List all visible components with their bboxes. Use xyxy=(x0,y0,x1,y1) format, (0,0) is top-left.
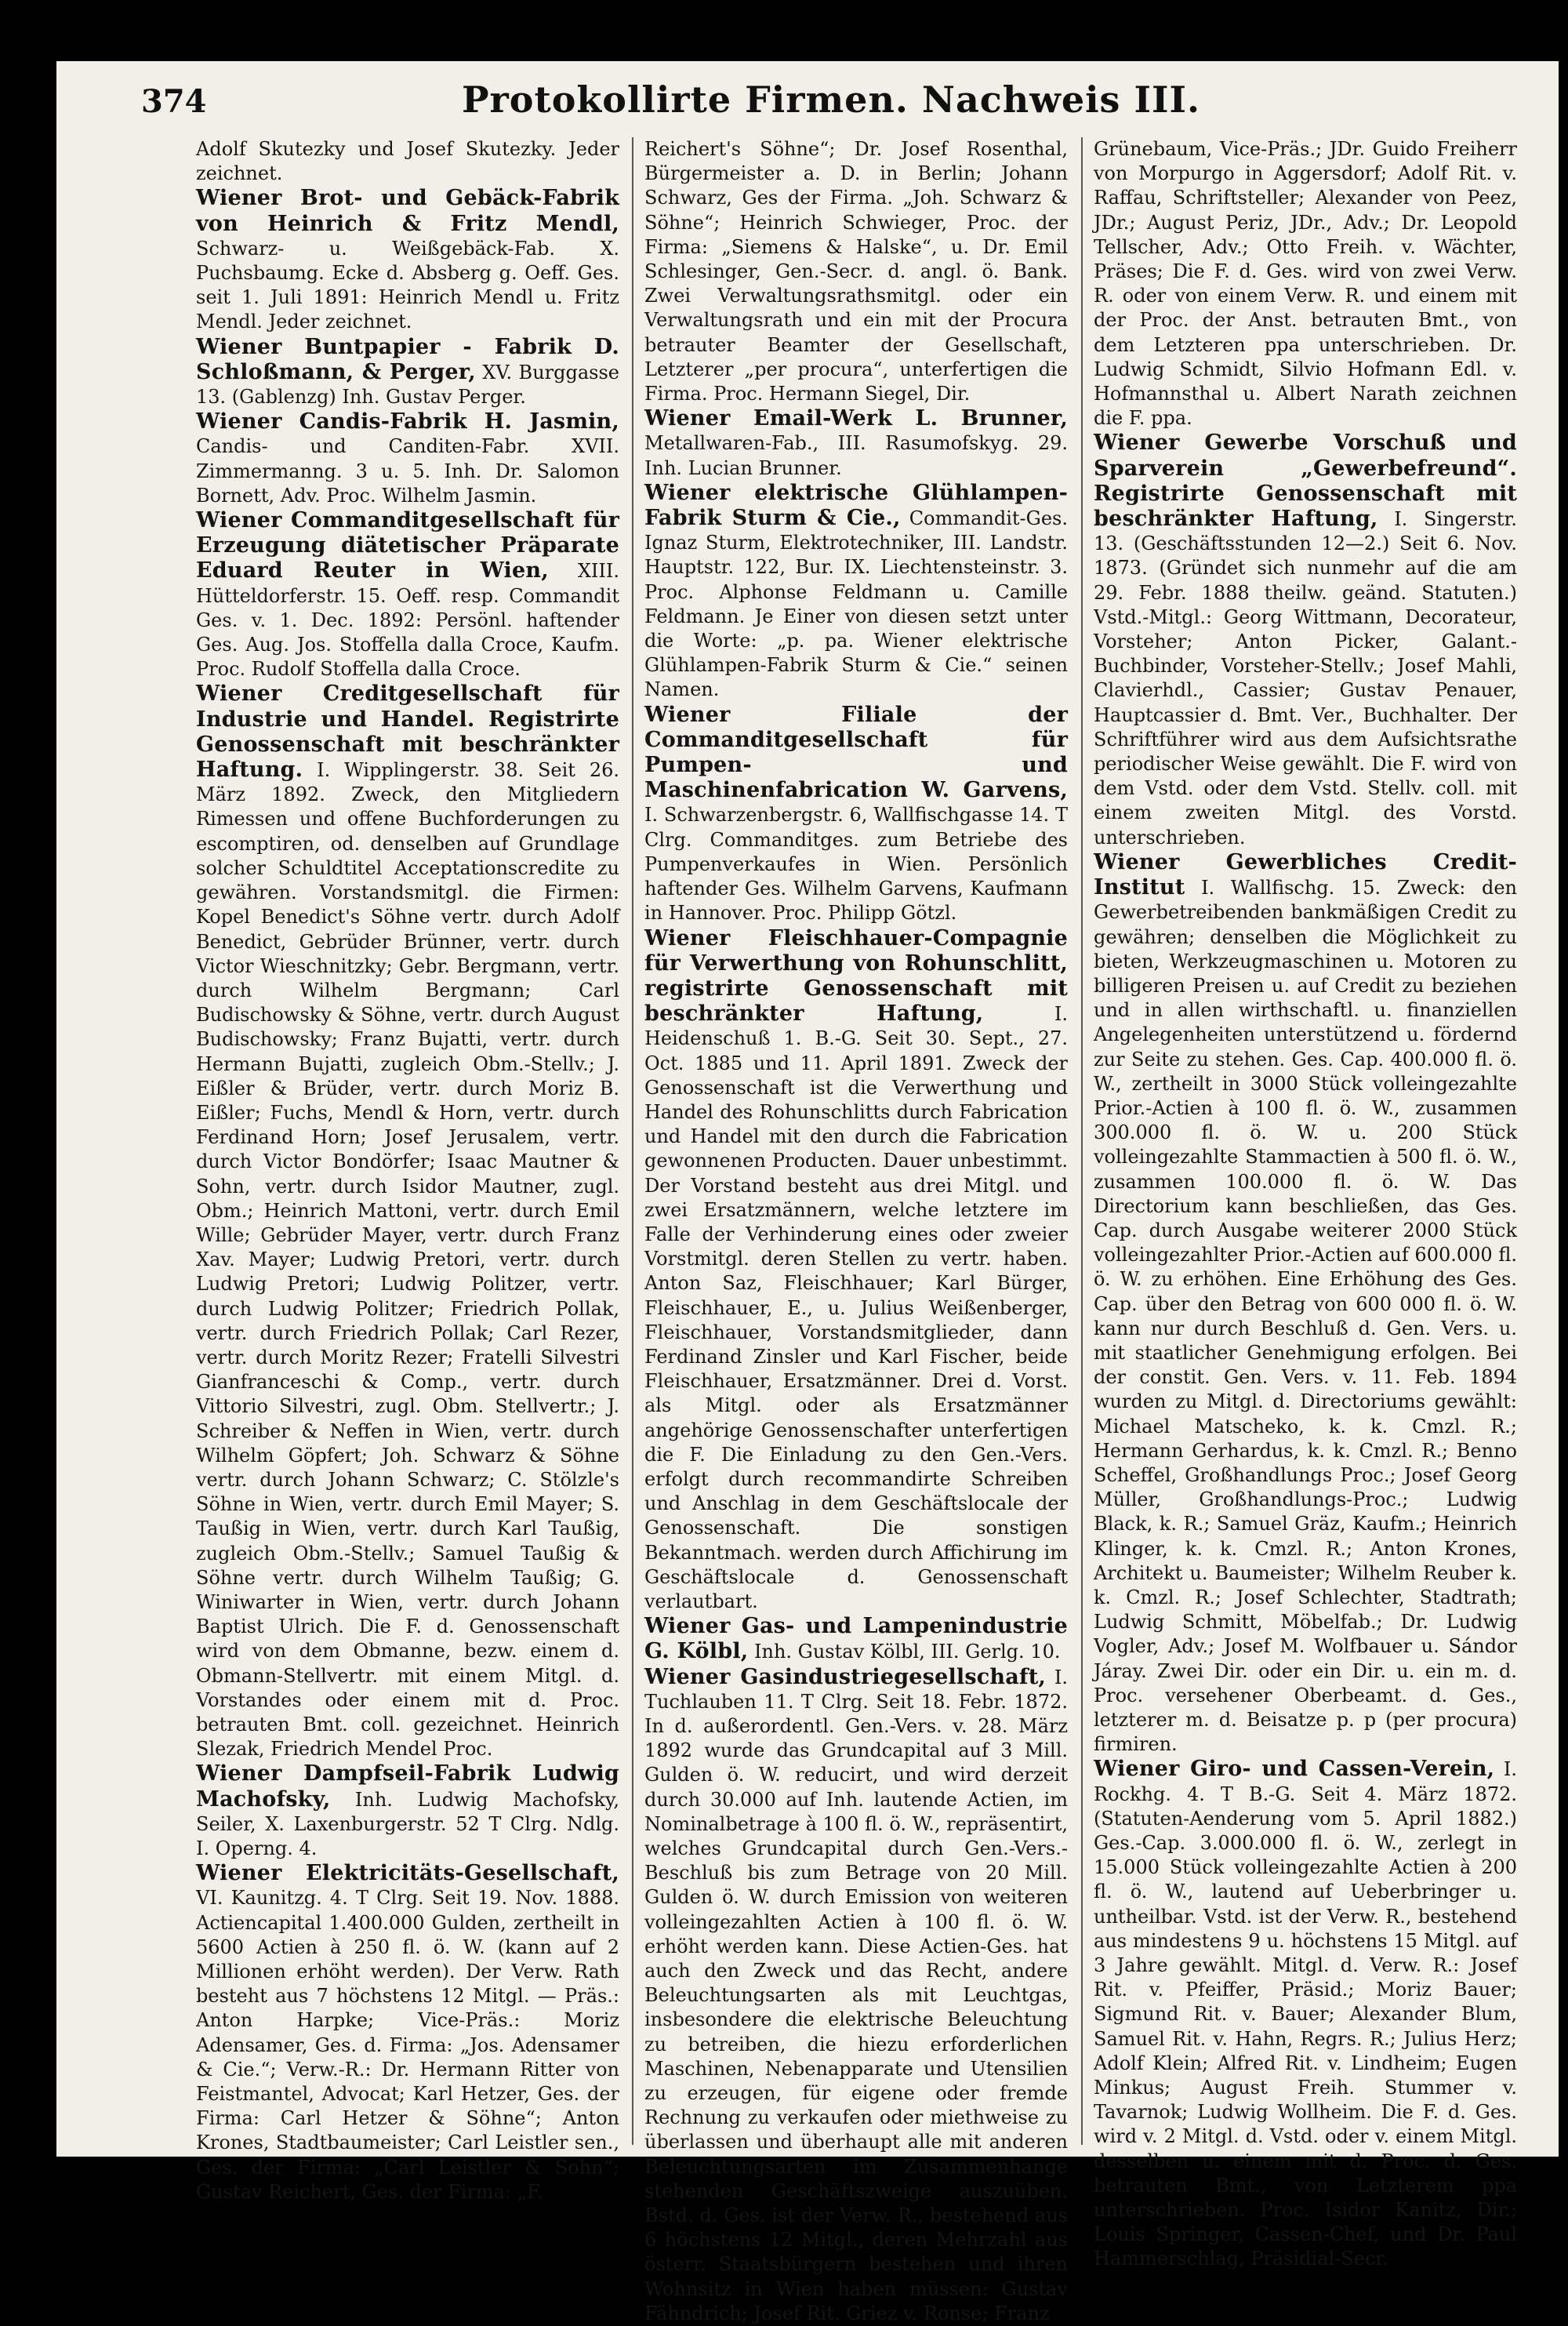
firm-entry xyxy=(1094,431,1517,849)
firm-details: I. Rockhg. 4. T B.-G. Seit 4. März 1872. (Statuten-Aenderung vom 5. April 1882.) Ges.-Cap. 3.000.000 fl. ö. W., zerlegt in 15.000 Stück volleingezahlte Actien à 200 fl. ö. W., lautend auf Ueberbringer u. untheilbar. Vstd. ist der Verw. R., bestehend aus mindestens 9 u. höchstens 15 Mitgl. auf 3 Jahre gewählt. Mitgl. d. Verw. R.: Josef Rit. v. Pfeiffer, Präsid.; Moriz Bauer; Sigmund Rit. v. Bauer; Alexander Blum, Samuel Rit. v. Hahn, Regrs. R.; Julius Herz; Adolf Klein; Alfred Rit. v. Lindheim; Eugen Minkus; August Freih. Stummer v. Tavarnok; Ludwig Wollheim. Die F. d. Ges. wird v. 2 Mitgl. d. Vstd. oder v. einem Mitgl. desselben u. einem mit d. Proc. d. Ges. betrauten Bmt., von Letzterem ppa unterschrieben. Proc. Isidor Kanitz, Dir.; Louis Springer, Cassen-Chef, und Dr. Paul Hammerschlag, Präsidial-Secr. xyxy=(1094,1758,1517,2270)
running-title: Protokollirte Firmen. Nachweis III. xyxy=(461,78,1201,121)
firm-details: Candis- und Canditen-Fabr. XVII. Zimmermanng. 3 u. 5. Inh. Dr. Salomon Bornett, Adv. Proc. Wilhelm Jasmin. xyxy=(196,435,619,507)
firm-name: Wiener Buntpapier - Fabrik D. Schloßmann, & Perger, xyxy=(196,334,619,384)
directory-columns xyxy=(196,137,1521,2324)
column-3 xyxy=(1094,137,1518,2270)
firm-details: Commandit-Ges. Ignaz Sturm, Elektrotechniker, III. Landstr. Hauptstr. 122, Bur. IX. Liechtensteinstr. 3. Proc. Alphonse Feldmann u. Camille Feldmann. Je Einer von diesen setzt unter die Worte: „p. pa. Wiener elektrische Glühlampen-Fabrik Sturm & Cie.“ seinen Namen. xyxy=(644,507,1068,701)
firm-details: VI. Kaunitzg. 4. T Clrg. Seit 19. Nov. 1888. Actiencapital 1.400.000 Gulden, zertheilt in 5600 Actien à 250 fl. ö. W. (kann auf 2 Millionen erhöht werden). Der Verw. Rath besteht aus 7 höchstens 12 Mitgl. — Präs.: Anton Harpke; Vice-Präs.: Moriz Adensamer, Ges. d. Firma: „Jos. Adensamer & Cie.“; Verw.-R.: Dr. Hermann Ritter von Feistmantel, Advocat; Karl Hetzer, Ges. der Firma: Carl Hetzer & Söhne“; Anton Krones, Stadtbaumeister; Carl Leistler sen., Ges. der Firma: „Carl Leistler & Sohn“; Gustav Reichert, Ges. der Firma: „F. xyxy=(196,1887,619,2203)
firm-details: I. Tuchlauben 11. T Clrg. Seit 18. Febr. 1872. In d. außerordentl. Gen.-Vers. v. 28. März 1892 wurde das Grundcapital auf 3 Mill. Gulden ö. W. reducirt, und wird derzeit durch 30.000 auf Inh. lautende Actien, im Nominalbetrage à 100 fl. ö. W., repräsentirt, welches Grundcapital durch Gen.-Vers.-Beschluß bis zum Betrage von 20 Mill. Gulden ö. W. durch Emission von weiteren volleingezahlten Actien à 100 fl. ö. W. erhöht werden kann. Diese Actien-Ges. hat auch den Zweck und das Recht, andere Beleuchtungsarten als mit Leuchtgas, insbesondere die elektrische Beleuchtung zu betreiben, die hiezu erforderlichen Maschinen, Nebenapparate und Utensilien zu erzeugen, für eigene oder fremde Rechnung zu verkaufen oder miethweise zu überlassen und überhaupt alle mit anderen Beleuchtungsarten im Zusammenhange stehenden Geschäftszweige auszuüben. Bstd. d. Ges. ist der Verw. R., bestehend aus 6 höchstens 12 Mitgl., deren Mehrzahl aus österr. Staatsbürgern bestehen und ihren Wohnsitz in Wien haben müssen: Gustav Fähndrich; Josef Rit. Griez v. Ronse; Franz xyxy=(644,1666,1068,2324)
firm-name: Wiener Dampfseil-Fabrik Ludwig Machofsky, xyxy=(196,1761,619,1812)
firm-entry xyxy=(196,409,619,508)
firm-name: Wiener Elektricitäts-Gesellschaft, xyxy=(196,1861,619,1886)
column-1 xyxy=(196,137,619,2203)
firm-entry xyxy=(1094,137,1517,431)
firm-name: Wiener Giro- und Cassen-Verein, xyxy=(1094,1757,1495,1782)
firm-entry xyxy=(644,481,1068,703)
firm-entry xyxy=(196,1761,619,1861)
firm-entry xyxy=(1094,850,1517,1757)
firm-entry xyxy=(196,186,619,334)
firm-name: Wiener Gasindustriegesellschaft, xyxy=(644,1664,1047,1689)
firm-entry xyxy=(644,406,1068,481)
column-2 xyxy=(644,137,1068,2324)
firm-entry xyxy=(644,926,1068,1615)
firm-entry xyxy=(644,137,1068,406)
firm-name: Wiener Email-Werk L. Brunner, xyxy=(644,406,1068,431)
firm-name: Wiener Gas- und Lampenindustrie G. Kölbl, xyxy=(644,1614,1068,1664)
firm-entry xyxy=(196,508,619,681)
firm-details: I. Singerstr. 13. (Geschäftsstunden 12—2.) Seit 6. Nov. 1873. (Gründet sich nunmehr auf die am 29. Febr. 1888 theilw. geänd. Statuten.) Vstd.-Mitgl.: Georg Wittmann, Decorateur, Vorsteher; Anton Picker, Galant.-Buchbinder, Vorsteher-Stellv.; Josef Mahli, Clavierhdl., Cassier; Gustav Penauer, Hauptcassier d. Bmt. Ver., Buchhalter. Der Schriftführer wird aus dem Aufsichtsrathe periodischer Weise gewählt. Die F. wird von dem Vstd. oder dem Vstd. Stellv. coll. mit einem zweiten Mitgl. des Vorstd. unterschrieben. xyxy=(1094,508,1517,849)
firm-details: Schwarz- u. Weißgebäck-Fab. X. Puchsbaumg. Ecke d. Absberg g. Oeff. Ges. seit 1. Juli 1891: Heinrich Mendl u. Fritz Mendl. Jeder zeichnet. xyxy=(196,237,619,333)
firm-details: Reichert's Söhne“; Dr. Josef Rosenthal, Bürgermeister a. D. in Berlin; Johann Schwarz, Ges der Firma. „Joh. Schwarz & Söhne“; Heinrich Schwieger, Proc. der Firma: „Siemens & Halske“, u. Dr. Emil Schlesinger, Gen.-Secr. d. angl. ö. Bank. Zwei Verwaltungsrathsmitgl. oder ein Verwaltungsrath und ein mit der Procura betrauter Beamter der Gesellschaft, Letzterer „per procura“, unterfertigen die Firma. Proc. Hermann Siegel, Dir. xyxy=(644,138,1068,405)
firm-name: Wiener Gewerbe Vorschuß und Sparverein „Gewerbefreund“. Registrirte Genossenschaft mit beschränkter Haftung, xyxy=(1094,431,1517,532)
firm-details: I. Wallfischg. 15. Zweck: den Gewerbetreibenden bankmäßigen Credit zu gewähren; denselben die Möglichkeit zu bieten, Werkzeugmaschinen u. Motoren zu billigeren Preisen u. auf Credit zu beziehen und in allen wirthschaftl. u. finanziellen Angelegenheiten unterstützend u. fördernd zur Seite zu stehen. Ges. Cap. 400.000 fl. ö. W., zertheilt in 3000 Stück volleingezahlte Prior.-Actien à 100 fl. ö. W., zusammen 300.000 fl. ö. W. u. 200 Stück volleingezahlte Stammactien à 500 fl. ö. W., zusammen 100.000 fl. ö. W. Das Directorium kann beschließen, das Ges. Cap. durch Ausgabe weiterer 2000 Stück volleingezahlter Prior.-Actien auf 600.000 fl. ö. W. zu erhöhen. Eine Erhöhung des Ges. Cap. über den Betrag von 600 000 fl. ö. W. kann nur durch Beschluß d. Gen. Vers. u. mit staatlicher Genehmigung erfolgen. Bei der constit. Gen. Vers. v. 11. Feb. 1894 wurden zu Mitgl. d. Directoriums gewählt: Michael Matscheko, k. k. Cmzl. R.; Hermann Gerhardus, k. k. Cmzl. R.; Benno Scheffel, Großhandlungs Proc.; Josef Georg Müller, Großhandlungs-Proc.; Ludwig Black, k. R.; Samuel Gräz, Kaufm.; Heinrich Klinger, k. k. Cmzl. R.; Anton Krones, Architekt u. Baumeister; Wilhelm Reuber k. k. Cmzl. R.; Josef Schlechter, Stadtrath; Ludwig Schmitt, Möbelfab.; Dr. Ludwig Vogler, Adv.; Josef M. Wolfbauer u. Sándor Járay. Zwei Dir. oder ein Dir. u. ein m. d. Proc. versehener Oberbeamt. d. Ges., letzterer m. d. Beisatze p. p (per procura) firmiren. xyxy=(1094,877,1518,1756)
firm-entry xyxy=(196,1861,619,2204)
page-header xyxy=(141,78,1521,127)
column-divider xyxy=(1081,137,1083,2145)
firm-name: Wiener Candis-Fabrik H. Jasmin, xyxy=(196,409,619,434)
firm-name: Wiener Filiale der Commanditgesellschaft für Pumpen- und Maschinenfabrication W. Garvens, xyxy=(644,702,1068,803)
firm-name: Wiener Gewerbliches Credit-Institut xyxy=(1094,849,1517,900)
firm-name: Wiener Commanditgesellschaft für Erzeugung diätetischer Präparate Eduard Reuter in Wien, xyxy=(196,508,619,583)
firm-details: XV. Burggasse 13. (Gablenzg) Inh. Gustav Perger. xyxy=(196,361,619,409)
firm-details: Adolf Skutezky und Josef Skutezky. Jeder zeichnet. xyxy=(196,138,619,185)
firm-details: I. Schwarzenbergstr. 6, Wallfischgasse 14. T Clrg. Commanditges. zum Betriebe des Pumpenverkaufes in Wien. Persönlich haftender Ges. Wilhelm Garvens, Kaufmann in Hannover. Proc. Philipp Götzl. xyxy=(644,804,1068,925)
firm-details: Grünebaum, Vice-Präs.; JDr. Guido Freiherr von Morpurgo in Aggersdorf; Adolf Rit. v. Raffau, Schriftsteller; Alexander von Peez, JDr.; August Periz, JDr., Adv.; Dr. Leopold Tellscher, Adv.; Otto Freih. v. Wächter, Präses; Die F. d. Ges. wird von zwei Verw. R. oder von einem Verw. R. und einem mit der Proc. der Anst. betrauten Bmt., von dem Letzteren ppa unterschrieben. Dr. Ludwig Schmidt, Silvio Hofmann Edl. v. Hofmannsthal u. Albert Narath zeichnen die F. ppa. xyxy=(1094,138,1517,430)
firm-entry xyxy=(644,1665,1068,2326)
firm-entry xyxy=(196,137,619,186)
firm-entry xyxy=(196,335,619,410)
firm-details: I. Wipplingerstr. 38. Seit 26. März 1892. Zweck, den Mitgliedern Rimessen und offene Buchforderungen zu escomptiren, od. denselben auf Grundlage solcher Schuldtitel Acceptationscredite zu gewähren. Vorstandsmitgl. die Firmen: Kopel Benedict's Söhne vertr. durch Adolf Benedict, Gebrüder Brünner, vertr. durch Victor Wieschnitzky; Gebr. Bergmann, vertr. durch Wilhelm Bergmann; Carl Budischowsky & Söhne, vertr. durch August Budischowsky; Franz Bujatti, vertr. durch Hermann Bujatti, zugleich Obm.-Stellv.; J. Eißler & Brüder, vertr. durch Moriz B. Eißler; Fuchs, Mendl & Horn, vertr. durch Ferdinand Horn; Josef Jerusalem, vertr. durch Victor Bondörfer; Isaac Mautner & Sohn, vertr. durch Isidor Mautner, zugl. Obm.; Heinrich Mattoni, vertr. durch Emil Wille; Gebrüder Mayer, vertr. durch Franz Xav. Mayer; Ludwig Pretori, vertr. durch Ludwig Pretori; Ludwig Politzer, vertr. durch Ludwig Politzer; Friedrich Pollak, vertr. durch Friedrich Pollak; Carl Rezer, vertr. durch Moritz Rezer; Fratelli Silvestri Gianfranceschi & Comp., vertr. durch Vittorio Silvestri, zugl. Obm. Stellvertr.; J. Schreiber & Neffen in Wien, vertr. durch Wilhelm Göpfert; Joh. Schwarz & Söhne vertr. durch Johann Schwarz; C. Stölzle's Söhne in Wien, vertr. durch Emil Mayer; S. Taußig in Wien, vertr. durch Karl Taußig, zugleich Obm.-Stellv.; Samuel Taußig & Söhne vertr. durch Wilhelm Taußig; G. Winiwarter in Wien, vertr. durch Johann Baptist Ulrich. Die F. d. Genossenschaft wird von dem Obmanne, bezw. einem d. Obmann-Stellvertr. mit einem Mitgl. d. Vorstandes oder einem mit d. Proc. betrauten Bmt. coll. gezeichnet. Heinrich Slezak, Friedrich Mendel Proc. xyxy=(196,759,619,1761)
firm-details: Metallwaren-Fab., III. Rasumofskyg. 29. Inh. Lucian Brunner. xyxy=(644,432,1068,479)
firm-details: Inh. Gustav Kölbl, III. Gerlg. 10. xyxy=(754,1641,1061,1663)
firm-name: Wiener Brot- und Gebäck-Fabrik von Heinrich & Fritz Mendl, xyxy=(196,186,619,236)
page-number: 374 xyxy=(141,83,207,120)
firm-name: Wiener Creditgesellschaft für Industrie und Handel. Registrirte Genossenschaft mit beschränkter Haftung. xyxy=(196,681,619,783)
firm-details: XIII. Hütteldorferstr. 15. Oeff. resp. Commandit Ges. v. 1. Dec. 1892: Persönl. haftender Ges. Aug. Jos. Stoffella dalla Croce, Kaufm. Proc. Rudolf Stoffella dalla Croce. xyxy=(196,560,619,681)
firm-entry xyxy=(196,681,619,1761)
firm-entry xyxy=(644,1614,1068,1664)
firm-name: Wiener elektrische Glühlampen-Fabrik Sturm & Cie., xyxy=(644,480,1068,531)
firm-name: Wiener Fleischhauer-Compagnie für Verwerthung von Rohunschlitt, registrirte Genossenschaft mit beschränkter Haftung, xyxy=(644,925,1068,1027)
firm-entry xyxy=(1094,1757,1517,2271)
firm-details: I. Heidenschuß 1. B.-G. Seit 30. Sept., 27. Oct. 1885 und 11. April 1891. Zweck der Genossenschaft ist die Verwerthung und Handel des Rohunschlitts durch Fabrication und Handel mit den durch die Fabrication gewonnenen Producten. Dauer unbestimmt. Der Vorstand besteht aus drei Mitgl. und zwei Ersatzmännern, welche letztere im Falle der Verhinderung eines oder zweier Vorstmitgl. deren Stellen zu vertr. haben. Anton Saz, Fleischhauer; Karl Bürger, Fleischhauer, E., u. Julius Weißenberger, Fleischhauer, Vorstandsmitglieder, dann Ferdinand Zinsler und Karl Fischer, beide Fleischhauer, Ersatzmänner. Drei d. Vorst. als Mitgl. oder als Ersatzmänner angehörige Genossenschafter unterfertigen die F. Die Einladung zu den Gen.-Vers. erfolgt durch recommandirte Schreiben und Anschlag in dem Geschäftslocale der Genossenschaft. Die sonstigen Bekanntmach. werden durch Affichirung im Geschäftslocale d. Genossenschaft verlautbart. xyxy=(644,1003,1068,1612)
column-divider xyxy=(632,137,633,2145)
firm-entry xyxy=(644,703,1068,926)
firm-details: Inh. Ludwig Machofsky, Seiler, X. Laxenburgerstr. 52 T Clrg. Ndlg. I. Operng. 4. xyxy=(196,1788,619,1860)
